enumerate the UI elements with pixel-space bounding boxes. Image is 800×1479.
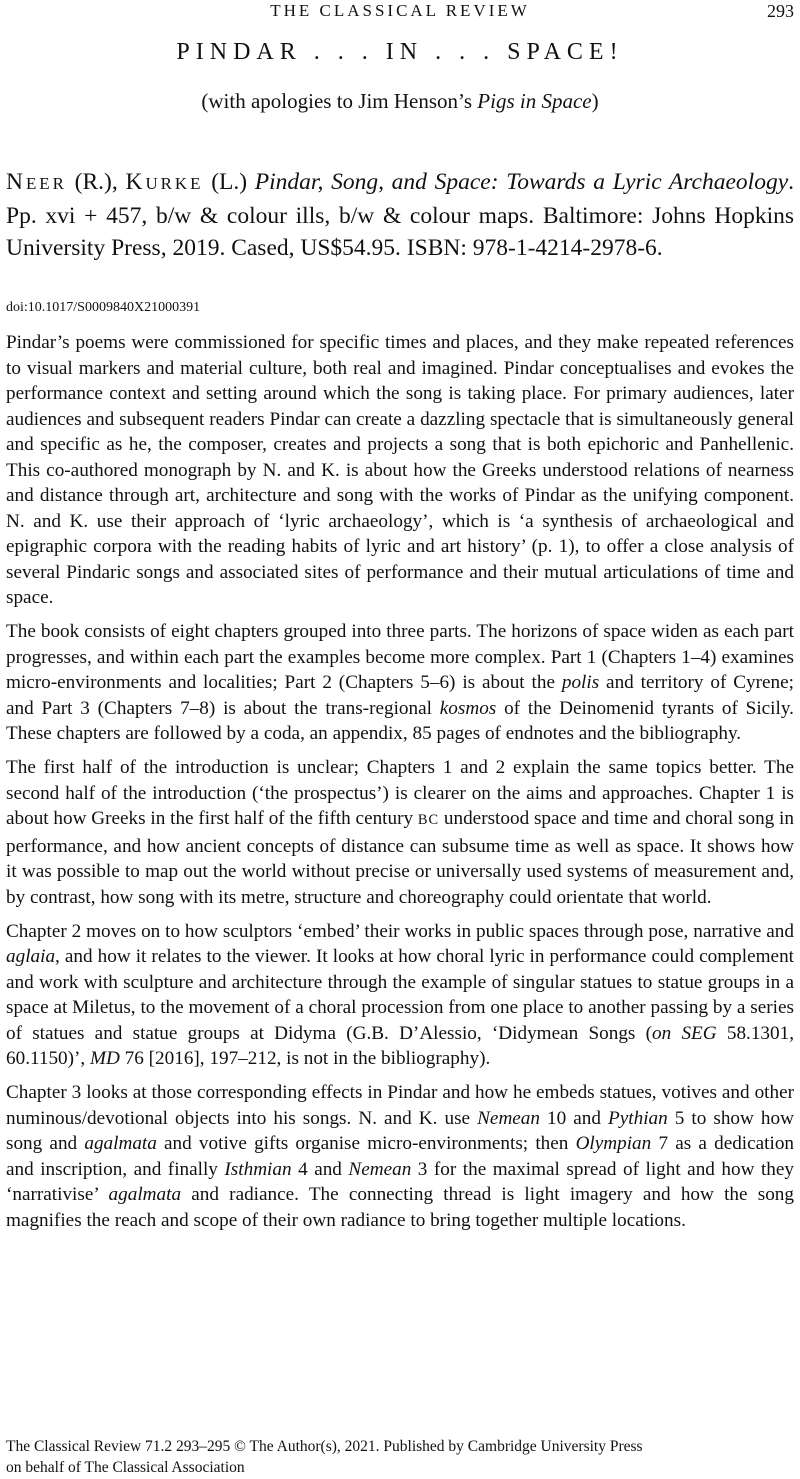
- review-title: PINDAR . . . IN . . . SPACE!: [176, 39, 624, 65]
- subtitle-italic: Pigs in Space: [477, 89, 592, 113]
- running-head: [0, 0, 800, 24]
- book-title: Pindar, Song, and Space: Towards a Lyric Archaeology: [254, 169, 789, 195]
- paragraph-5: Chapter 3 looks at those corresponding effects in Pindar and how he embeds statues, votives and other numinous/devotional objects into his songs. N. and K. use Nemean 10 and Pythian 5 to show how song and agalmata and votive gifts organise micro-environments; then Olympian 7 as a dedication and inscription, and finally Isthmian 4 and Nemean 3 for the maximal spread of light and how they ‘narrativise’ agalmata and radiance. The connecting thread is light imagery and how the song magnifies the reach and scope of their own radiance to bring together multiple locations.: [6, 1082, 795, 1231]
- copyright-footer: [6, 1436, 794, 1478]
- paragraph-1: Pindar’s poems were commissioned for specific times and places, and they make repeated references to visual markers and material culture, both real and imagined. Pindar conceptualises and evokes the performance context and setting around which the song is taking place. For primary audiences, later audiences and subsequent readers Pindar can create a dazzling spectacle that is simultaneously general and specific as he, the composer, creates and projects a song that is both epichoric and Panhellenic. This co-authored monograph by N. and K. is about how the Greeks understood relations of nearness and distance through art, architecture and song with the works of Pindar as the unifying component. N. and K. use their approach of ‘lyric archaeology’, which is ‘a synthesis of archaeological and epigraphic corpora with the reading habits of lyric and art history’ (p. 1), to offer a close analysis of several Pindaric songs and associated sites of performance and their mutual articulations of time and space.: [6, 332, 794, 608]
- book-details: . Pp. xvi + 457, b/w & colour ills, b/w & colour maps. Baltimore: Johns Hopkins University Press, 2019. Cased, US$54.95. ISBN: 978-1-4214-2978-6.: [6, 169, 795, 261]
- paragraph-4: Chapter 2 moves on to how sculptors ‘embed’ their works in public spaces through pose, narrative and aglaia, and how it relates to the viewer. It looks at how choral lyric in performance could complement and work with sculpture and architecture through the example of singular statues to statue groups in a space at Miletus, to the movement of a choral procession from one place to another passing by a series of statues and statue groups at Didyma (G.B. D’Alessio, ‘Didymean Songs (on SEG 58.1301, 60.1150)’, MD 76 [2016], 197–212, is not in the bibliography).: [6, 920, 794, 1069]
- review-body: [6, 330, 794, 1242]
- doi-link[interactable]: doi:10.1017/S0009840X21000391: [6, 300, 201, 315]
- footer-line-1: The Classical Review 71.2 293–295 © The Author(s), 2021. Published by Cambridge University Press: [6, 1438, 643, 1455]
- author1-given: (R.),: [66, 169, 126, 195]
- author2-given: (L.): [203, 169, 255, 195]
- review-subtitle: [0, 86, 800, 116]
- page-number: 293: [767, 1, 794, 21]
- paragraph-3: The first half of the introduction is unclear; Chapters 1 and 2 explain the same topics better. The second half of the introduction (‘the prospectus’) is clearer on the aims and approaches. Chapter 1 is about how Greeks in the first half of the fifth century BC understood space and time and choral song in performance, and how ancient concepts of distance can subsume time as well as space. It shows how it was possible to map out the world without precise or universally used systems of measurement and, by contrast, how song with its metre, structure and choreography could orientate that world.: [6, 757, 794, 908]
- author2-name: KURKE: [125, 169, 204, 195]
- journal-name: THE CLASSICAL REVIEW: [270, 1, 530, 20]
- author1-name: NEER: [6, 169, 67, 195]
- book-citation: [6, 166, 794, 264]
- subtitle-suffix: ): [591, 89, 599, 113]
- footer-line-2: on behalf of The Classical Association: [6, 1459, 245, 1476]
- subtitle-prefix: (with apologies to Jim Henson’s: [201, 89, 478, 113]
- paragraph-2: The book consists of eight chapters grouped into three parts. The horizons of space widen as each part progresses, and within each part the examples become more complex. Part 1 (Chapters 1–4) examines micro-environments and localities; Part 2 (Chapters 5–6) is about the polis and territory of Cyrene; and Part 3 (Chapters 7–8) is about the trans-regional kosmos of the Deinomenid tyrants of Sicily. These chapters are followed by a coda, an appendix, 85 pages of endnotes and the bibliography.: [6, 621, 794, 744]
